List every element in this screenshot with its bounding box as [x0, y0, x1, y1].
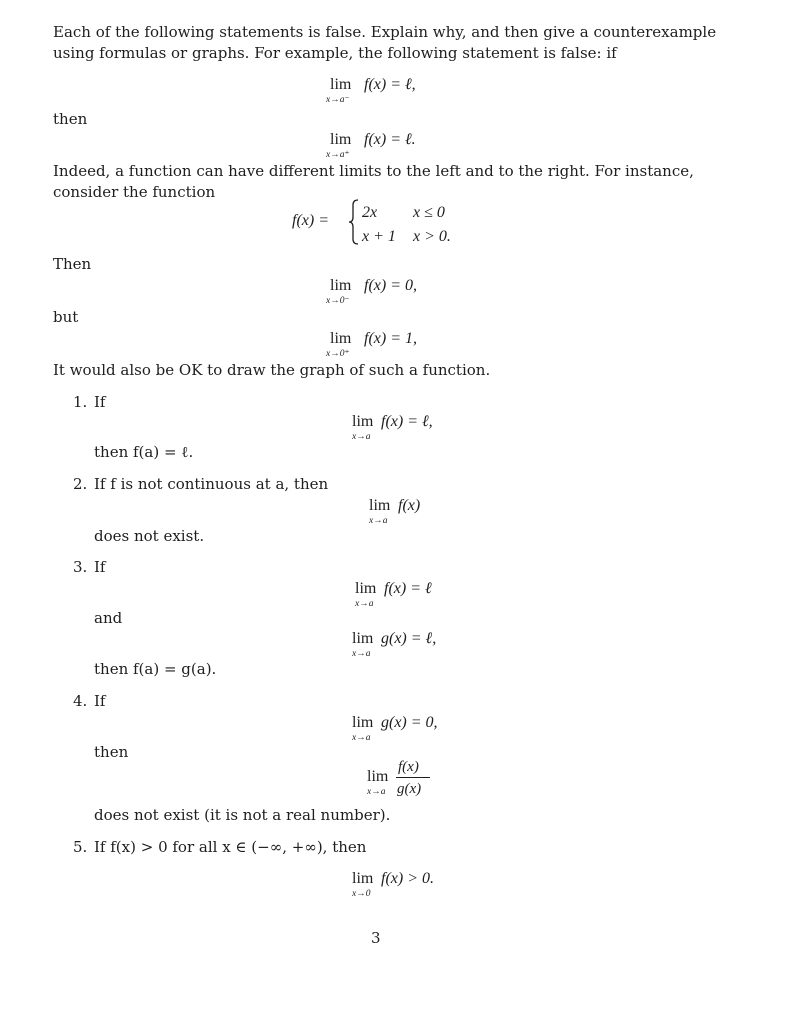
item-3-rhs-1: f(x) = ℓ — [384, 580, 432, 597]
lim-subscript: x→a — [355, 599, 374, 609]
piecewise-row1-cond: x ≤ 0 — [413, 204, 445, 221]
lim-subscript: x→a⁻ — [326, 95, 350, 105]
intro-line-1: Each of the following statements is false. Explain why, and then give a counterexample — [53, 23, 717, 41]
lim-word: lim — [330, 330, 352, 347]
lim-subscript: x→a — [352, 432, 371, 442]
piecewise-row2-cond: x > 0. — [413, 228, 451, 245]
lim-word: lim — [367, 768, 389, 785]
item-1-limit — [352, 413, 373, 442]
indeed-line-1: Indeed, a function can have different limits to the left and to the right. For instance, — [53, 162, 694, 180]
item-5-number: 5. — [73, 838, 88, 856]
item-2-rhs: f(x) — [398, 497, 421, 514]
lim-word: lim — [330, 277, 352, 294]
eq1-limit — [326, 76, 352, 105]
lim-subscript: x→a⁺ — [326, 150, 350, 160]
piecewise-brace — [348, 199, 360, 245]
intro-line-2: using formulas or graphs. For example, the following statement is false: if — [53, 44, 617, 62]
item-1-if: If — [94, 393, 106, 411]
item-2-tail: does not exist. — [94, 527, 205, 545]
item-4-frac-num: f(x) — [398, 759, 419, 775]
lim-word: lim — [352, 413, 374, 430]
piecewise-row2-expr: x + 1 — [362, 228, 396, 245]
page-number: 3 — [371, 929, 381, 947]
lim-subscript: x→a — [352, 733, 371, 743]
eq4-limit — [326, 330, 352, 359]
item-3-rhs-2: g(x) = ℓ, — [381, 630, 437, 647]
item-4-tail: does not exist (it is not a real number). — [94, 806, 391, 824]
eq2-limit — [326, 131, 352, 160]
lim-subscript: x→a — [352, 649, 371, 659]
lim-subscript: x→0⁻ — [326, 296, 350, 306]
item-4-then: then — [94, 743, 129, 761]
ok-line: It would also be OK to draw the graph of such a function. — [53, 361, 491, 379]
then-label: then — [53, 110, 88, 128]
eq3-rhs: f(x) = 0, — [364, 277, 417, 294]
item-2-text: If f is not continuous at a, then — [94, 475, 329, 493]
piecewise-lhs: f(x) = — [292, 212, 329, 229]
item-2-limit — [369, 497, 390, 526]
indeed-line-2: consider the function — [53, 183, 216, 201]
item-3-limit-1 — [355, 580, 376, 609]
lim-word: lim — [352, 870, 374, 887]
item-4-limit-2 — [367, 768, 388, 797]
but-label: but — [53, 308, 79, 326]
item-5-rhs: f(x) > 0. — [381, 870, 434, 887]
eq2-rhs: f(x) = ℓ. — [364, 131, 416, 148]
item-4-number: 4. — [73, 692, 88, 710]
item-3-number: 3. — [73, 558, 88, 576]
lim-subscript: x→0⁺ — [326, 349, 350, 359]
lim-subscript: x→a — [367, 787, 386, 797]
item-3-and: and — [94, 609, 123, 627]
item-3-limit-2 — [352, 630, 373, 659]
item-4-if: If — [94, 692, 106, 710]
lim-word: lim — [330, 131, 352, 148]
item-4-limit-1 — [352, 714, 373, 743]
eq1-rhs: f(x) = ℓ, — [364, 76, 416, 93]
item-1-number: 1. — [73, 393, 88, 411]
lim-word: lim — [369, 497, 391, 514]
item-3-if: If — [94, 558, 106, 576]
piecewise-row1-expr: 2x — [362, 204, 378, 221]
item-1-rhs: f(x) = ℓ, — [381, 413, 433, 430]
eq3-limit — [326, 277, 352, 306]
item-4-frac-bar — [396, 777, 430, 778]
item-5-limit — [352, 870, 373, 899]
lim-word: lim — [355, 580, 377, 597]
item-2-number: 2. — [73, 475, 88, 493]
lim-word: lim — [352, 714, 374, 731]
then2-label: Then — [53, 255, 92, 273]
item-1-then: then f(a) = ℓ. — [94, 443, 194, 461]
item-4-rhs-1: g(x) = 0, — [381, 714, 438, 731]
lim-subscript: x→a — [369, 516, 388, 526]
item-5-text: If f(x) > 0 for all x ∈ (−∞, +∞), then — [94, 838, 367, 856]
lim-word: lim — [352, 630, 374, 647]
lim-subscript: x→0 — [352, 889, 371, 899]
eq4-rhs: f(x) = 1, — [364, 330, 417, 347]
item-3-then: then f(a) = g(a). — [94, 660, 217, 678]
lim-word: lim — [330, 76, 352, 93]
clipped-top-line — [0, 0, 802, 6]
item-4-frac-den: g(x) — [397, 781, 422, 797]
